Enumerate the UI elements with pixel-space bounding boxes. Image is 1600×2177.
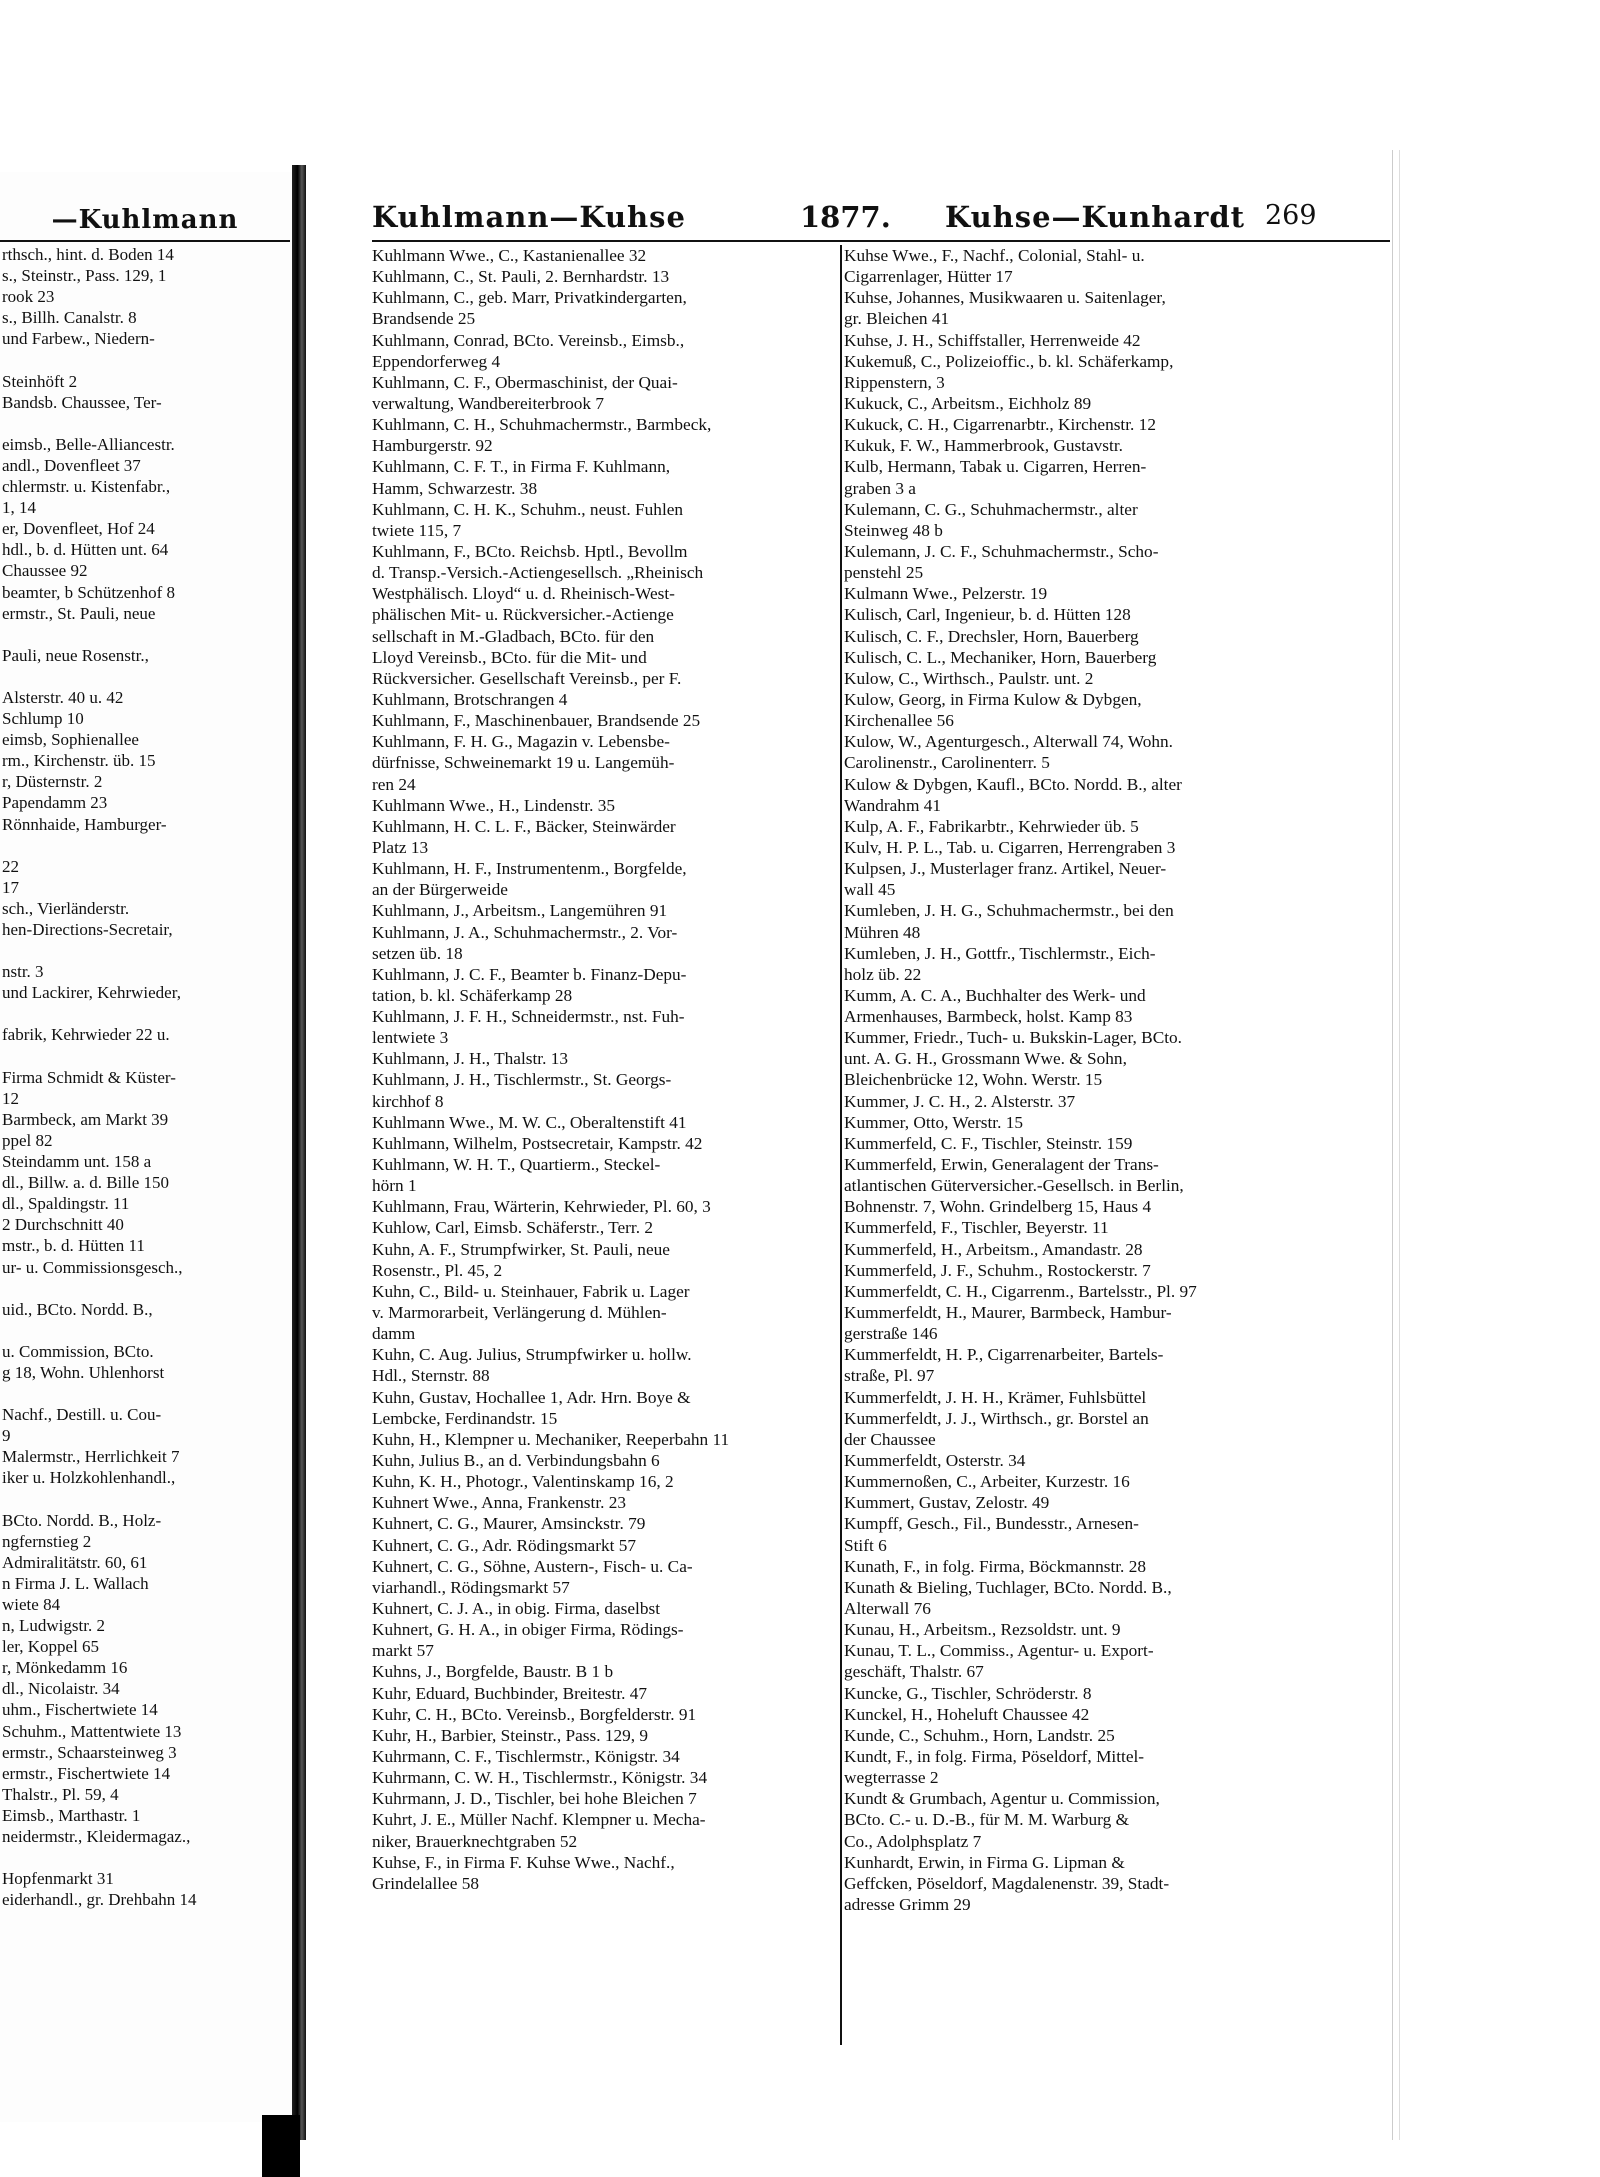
directory-entry-line: tation, b. kl. Schäferkamp 28 (372, 985, 573, 1005)
directory-entry-line: Kuncke, G., Tischler, Schröderstr. 8 (844, 1683, 1092, 1703)
left-page-line: eimsb, Sophienallee (2, 730, 139, 750)
directory-entry-line: Kunau, T. L., Commiss., Agentur- u. Export- (844, 1641, 1154, 1661)
directory-entry-line: Kuhlmann, F., Maschinenbauer, Brandsende 25 (372, 711, 701, 731)
page-number: 269 (1265, 200, 1317, 231)
left-page-line: 17 (2, 877, 19, 897)
left-page-line: dl., Billw. a. d. Bille 150 (2, 1173, 170, 1193)
directory-entry-line: Hamburgerstr. 92 (372, 436, 493, 456)
left-page-line: Bandsb. Chaussee, Ter- (2, 392, 162, 412)
directory-entry-line: Kummerfeldt, C. H., Cigarrenm., Bartelsstr., Pl. 97 (844, 1281, 1197, 1301)
left-page-line (2, 1847, 292, 1868)
directory-entry-line: Kunckel, H., Hoheluft Chaussee 42 (844, 1704, 1090, 1724)
directory-entry-line: Kuhrt, J. E., Müller Nachf. Klempner u. Mecha- (372, 1810, 706, 1830)
left-page-line: Schlump 10 (2, 709, 84, 729)
left-page-line: Hopfenmarkt 31 (2, 1869, 114, 1889)
directory-entry-line: Kuhn, Julius B., an d. Verbindungsbahn 6 (372, 1451, 660, 1471)
directory-entry-line: an der Bürgerweide (372, 880, 508, 900)
directory-entry-line: Kukuck, C., Arbeitsm., Eichholz 89 (844, 393, 1092, 413)
directory-entry-line: graben 3 a (844, 478, 916, 498)
directory-entry-line: Kumpff, Gesch., Fil., Bundesstr., Arnesen- (844, 1514, 1139, 1534)
left-page-line: ngfernstieg 2 (2, 1531, 92, 1551)
left-page-line (2, 1003, 292, 1024)
directory-entry-line: phälischen Mit- u. Rückversicher.-Actienge (372, 605, 674, 625)
directory-entry-line: Kuhn, K. H., Photogr., Valentinskamp 16, 2 (372, 1472, 674, 1492)
directory-entry-line: geschäft, Thalstr. 67 (844, 1662, 984, 1682)
directory-entry-line: Bleichenbrücke 12, Wohn. Werstr. 15 (844, 1070, 1103, 1090)
left-page-line (2, 835, 292, 856)
directory-entry-line: Kuhnert, C. G., Maurer, Amsinckstr. 79 (372, 1514, 646, 1534)
left-page-line: eiderhandl., gr. Drehbahn 14 (2, 1890, 197, 1910)
directory-entry-line: Kunde, C., Schuhm., Horn, Landstr. 25 (844, 1725, 1115, 1745)
directory-entry-line: Kuhlmann, Wilhelm, Postsecretair, Kampstr. 42 (372, 1133, 703, 1153)
left-page-line: eimsb., Belle-Alliancestr. (2, 434, 175, 454)
book-spine (292, 165, 306, 2140)
left-page-line (2, 1046, 292, 1067)
left-page-line: Firma Schmidt & Küster- (2, 1067, 176, 1087)
left-page-line: u. Commission, BCto. (2, 1341, 154, 1361)
left-page-line: chlermstr. u. Kistenfabr., (2, 477, 171, 497)
directory-entry-line: Kuhnert Wwe., Anna, Frankenstr. 23 (372, 1493, 627, 1513)
left-page-line: ler, Koppel 65 (2, 1637, 100, 1657)
left-page-line: g 18, Wohn. Uhlenhorst (2, 1362, 165, 1382)
directory-entry-line: Hamm, Schwarzestr. 38 (372, 478, 538, 498)
directory-entry-line: Kummerfeld, C. F., Tischler, Steinstr. 159 (844, 1133, 1133, 1153)
directory-entry-line: Kuhlow, Carl, Eimsb. Schäferstr., Terr. 2 (372, 1218, 654, 1238)
left-page-line: beamter, b Schützenhof 8 (2, 582, 176, 602)
left-page-line: 2 Durchschnitt 40 (2, 1215, 124, 1235)
left-page-line: andl., Dovenfleet 37 (2, 455, 141, 475)
directory-entry-line: Bohnenstr. 7, Wohn. Grindelberg 15, Haus 4 (844, 1197, 1152, 1217)
directory-entry-line: Kuhlmann, H. C. L. F., Bäcker, Steinwärder (372, 816, 676, 836)
left-page-line: dl., Nicolaistr. 34 (2, 1679, 120, 1699)
left-page-line: Admiralitätstr. 60, 61 (2, 1552, 148, 1572)
directory-entry-line: Kuhn, H., Klempner u. Mechaniker, Reeperbahn 11 (372, 1429, 730, 1449)
directory-entry-line: Kuhnert, C. G., Söhne, Austern-, Fisch- u. Ca- (372, 1556, 693, 1576)
directory-entry-line: Kulemann, J. C. F., Schuhmachermstr., Scho- (844, 541, 1159, 561)
directory-entry-line: Kuhlmann, J. C. F., Beamter b. Finanz-Depu- (372, 964, 687, 984)
page-edge (1392, 150, 1400, 2140)
directory-entry-line: Kuhn, A. F., Strumpfwirker, St. Pauli, neue (372, 1239, 670, 1259)
directory-entry-line: Kummerfeldt, H., Maurer, Barmbeck, Hambur- (844, 1303, 1172, 1323)
left-page-line (2, 940, 292, 961)
directory-entry-line: Hdl., Sternstr. 88 (372, 1366, 490, 1386)
directory-entry-line: Kukuk, F. W., Hammerbrook, Gustavstr. (844, 436, 1123, 456)
left-page-line: hen-Directions-Secretair, (2, 920, 173, 939)
directory-entry-line: Kuhlmann, J., Arbeitsm., Langemühren 91 (372, 901, 668, 921)
left-page-line: Thalstr., Pl. 59, 4 (2, 1784, 119, 1804)
directory-entry-line: Kuhlmann, C. F. T., in Firma F. Kuhlmann, (372, 457, 671, 477)
column-right (844, 245, 1388, 1915)
directory-entry-line: Kuhlmann, Brotschrangen 4 (372, 689, 568, 709)
directory-entry-line: Kulp, A. F., Fabrikarbtr., Kehrwieder üb. 5 (844, 816, 1139, 836)
left-page-line: n Firma J. L. Wallach (2, 1573, 149, 1593)
directory-entry-line: Kuhse Wwe., F., Nachf., Colonial, Stahl- u. (844, 246, 1145, 265)
left-page-line: 12 (2, 1088, 19, 1108)
left-page-line: er, Dovenfleet, Hof 24 (2, 519, 155, 539)
page-header (370, 200, 1390, 240)
left-page-lines (2, 244, 292, 1910)
left-page-line: 1, 14 (2, 498, 36, 518)
directory-entry-line: Kuhnert, C. J. A., in obig. Firma, daselbst (372, 1599, 661, 1618)
directory-entry-line: Kuhr, C. H., BCto. Vereinsb., Borgfelderstr. 91 (372, 1704, 697, 1724)
directory-entry-line: Kuhlmann, J. H., Thalstr. 13 (372, 1049, 569, 1069)
directory-entry-line: Platz 13 (372, 837, 429, 857)
directory-entry-line: Kuhn, C., Bild- u. Steinhauer, Fabrik u. Lager (372, 1281, 690, 1301)
directory-entry-line: Kulb, Hermann, Tabak u. Cigarren, Herren- (844, 457, 1147, 477)
directory-entry-line: Kuhlmann, Frau, Wärterin, Kehrwieder, Pl. 60, 3 (372, 1197, 711, 1217)
left-page-line: Eimsb., Marthastr. 1 (2, 1805, 141, 1825)
column-left (372, 245, 842, 1894)
directory-entry-line: Kuhlmann Wwe., C., Kastanienallee 32 (372, 246, 647, 265)
spine-shadow (262, 2115, 300, 2177)
directory-entry-line: straße, Pl. 97 (844, 1366, 935, 1386)
directory-entry-line: Kuhnert, G. H. A., in obiger Firma, Rödings- (372, 1620, 684, 1640)
directory-entry-line: Stift 6 (844, 1535, 887, 1555)
directory-entry-line: Kulmann Wwe., Pelzerstr. 19 (844, 584, 1048, 604)
directory-entry-line: Kulow, Georg, in Firma Kulow & Dybgen, (844, 689, 1142, 709)
directory-entry-line: holz üb. 22 (844, 964, 922, 984)
left-page-line (2, 413, 292, 434)
directory-entry-line: Kukemuß, C., Polizeioffic., b. kl. Schäferkamp, (844, 351, 1174, 371)
directory-entry-line: kirchhof 8 (372, 1091, 444, 1111)
directory-entry-line: Kuhr, H., Barbier, Steinstr., Pass. 129, 9 (372, 1725, 649, 1745)
directory-entry-line: Kummer, Friedr., Tuch- u. Bukskin-Lager, BCto. (844, 1028, 1182, 1048)
directory-entry-line: twiete 115, 7 (372, 520, 462, 540)
left-page-line (2, 1383, 292, 1404)
directory-entry-line: Kuhse, J. H., Schiffstaller, Herrenweide 42 (844, 330, 1141, 350)
left-page-line: Nachf., Destill. u. Cou- (2, 1405, 162, 1425)
directory-entry-line: Kundt, F., in folg. Firma, Pöseldorf, Mittel- (844, 1746, 1145, 1766)
directory-entry-line: unt. A. G. H., Grossmann Wwe. & Sohn, (844, 1049, 1127, 1069)
directory-entry-line: Kummernoßen, C., Arbeiter, Kurzestr. 16 (844, 1472, 1130, 1492)
left-page-line: n, Ludwigstr. 2 (2, 1616, 105, 1636)
directory-entry-line: Kummerfeldt, Osterstr. 34 (844, 1451, 1026, 1471)
directory-entry-line: Lembcke, Ferdinandstr. 15 (372, 1408, 558, 1428)
directory-entry-line: Kummerfeld, Erwin, Generalagent der Trans- (844, 1155, 1159, 1175)
left-page-line: Rönnhaide, Hamburger- (2, 814, 167, 834)
left-page-line (2, 349, 292, 370)
directory-entry-line: Kuhlmann, C. F., Obermaschinist, der Quai- (372, 372, 678, 392)
directory-entry-line: markt 57 (372, 1641, 434, 1661)
directory-entry-line: Kuhlmann, C., geb. Marr, Privatkindergarten, (372, 288, 687, 308)
directory-entry-line: Kuhlmann, F., BCto. Reichsb. Hptl., Bevollm (372, 541, 688, 561)
directory-entry-line: Rückversicher. Gesellschaft Vereinsb., per F. (372, 668, 682, 688)
directory-entry-line: wegterrasse 2 (844, 1768, 939, 1788)
directory-entry-line: sellschaft in M.-Gladbach, BCto. für den (372, 626, 655, 646)
left-page-line: ur- u. Commissionsgesch., (2, 1257, 183, 1277)
left-page-line (2, 1489, 292, 1510)
directory-entry-line: Kuhse, Johannes, Musikwaaren u. Saitenlager, (844, 288, 1166, 308)
left-page-line: s., Steinstr., Pass. 129, 1 (2, 266, 167, 286)
directory-entry-line: atlantischen Güterversicher.-Gesellsch. in Berlin, (844, 1176, 1184, 1196)
directory-entry-line: BCto. C.- u. D.-B., für M. M. Warburg & (844, 1810, 1130, 1830)
directory-entry-line: Brandsende 25 (372, 309, 476, 329)
directory-entry-line: Kuhrmann, J. D., Tischler, bei hohe Bleichen 7 (372, 1789, 697, 1809)
directory-entry-line: Eppendorferweg 4 (372, 351, 501, 371)
header-range-left: Kuhlmann—Kuhse (372, 200, 686, 234)
left-page-line: Chaussee 92 (2, 561, 88, 581)
left-page-line: nstr. 3 (2, 962, 44, 982)
directory-entry-line: der Chaussee (844, 1429, 936, 1449)
directory-entry-line: damm (372, 1324, 416, 1344)
directory-entry-line: Kumleben, J. H. G., Schuhmachermstr., bei den (844, 901, 1174, 921)
left-page-line (2, 666, 292, 687)
left-page-line: mstr., b. d. Hütten 11 (2, 1236, 145, 1256)
directory-entry-line: Kulisch, Carl, Ingenieur, b. d. Hütten 128 (844, 605, 1131, 625)
left-page-line: Pauli, neue Rosenstr., (2, 645, 149, 665)
directory-entry-line: wall 45 (844, 880, 896, 900)
directory-entry-line: Kirchenallee 56 (844, 711, 954, 731)
directory-entry-line: Alterwall 76 (844, 1599, 931, 1618)
directory-entry-line: Kulow, W., Agenturgesch., Alterwall 74, Wohn. (844, 732, 1174, 752)
directory-entry-line: Kuhlmann, J. A., Schuhmachermstr., 2. Vor- (372, 922, 678, 942)
left-page-line: neidermstr., Kleidermagaz., (2, 1827, 191, 1847)
left-page-line: dl., Spaldingstr. 11 (2, 1194, 130, 1214)
directory-entry-line: Kundt & Grumbach, Agentur u. Commission, (844, 1789, 1160, 1809)
directory-entry-line: Geffcken, Pöseldorf, Magdalenenstr. 39, Stadt- (844, 1873, 1170, 1893)
left-page-line: iker u. Holzkohlenhandl., (2, 1468, 176, 1488)
left-page-line: 9 (2, 1426, 11, 1446)
left-page-line: ermstr., Fischertwiete 14 (2, 1763, 171, 1783)
left-page-line: Malermstr., Herrlichkeit 7 (2, 1447, 180, 1467)
left-page-line (2, 1320, 292, 1341)
directory-entry-line: Rippenstern, 3 (844, 372, 945, 392)
directory-entry-line: Kuhlmann, F. H. G., Magazin v. Lebensbe- (372, 732, 670, 752)
left-page-line: und Lackirer, Kehrwieder, (2, 983, 181, 1003)
left-page-line: 22 (2, 856, 19, 876)
directory-entry-line: Kunath, F., in folg. Firma, Böckmannstr. 28 (844, 1556, 1146, 1576)
left-page-line: r, Düsternstr. 2 (2, 772, 103, 792)
directory-entry-line: Kummerfeldt, J. H. H., Krämer, Fuhlsbüttel (844, 1387, 1147, 1407)
directory-entry-line: Kummerfeldt, H. P., Cigarrenarbeiter, Bartels- (844, 1345, 1164, 1365)
left-page-line: Steinhöft 2 (2, 371, 78, 391)
left-page-line (2, 624, 292, 645)
directory-entry-line: Carolinenstr., Carolinenterr. 5 (844, 753, 1050, 773)
directory-entry-line: Kummerfeld, F., Tischler, Beyerstr. 11 (844, 1218, 1109, 1238)
left-page-line: uid., BCto. Nordd. B., (2, 1299, 153, 1319)
directory-entry-line: Kuhlmann, Conrad, BCto. Vereinsb., Eimsb., (372, 330, 685, 350)
directory-entry-line: Kuhlmann, C., St. Pauli, 2. Bernhardstr. 13 (372, 267, 670, 287)
left-page-line: sch., Vierländerstr. (2, 898, 130, 918)
left-page-line: BCto. Nordd. B., Holz- (2, 1510, 162, 1530)
directory-entry-line: Kuhnert, C. G., Adr. Rödingsmarkt 57 (372, 1535, 637, 1555)
directory-entry-line: Kuhlmann, J. H., Tischlermstr., St. Georgs- (372, 1070, 672, 1090)
directory-entry-line: Kulow & Dybgen, Kaufl., BCto. Nordd. B., alter (844, 774, 1182, 794)
left-page-line: Steindamm unt. 158 a (2, 1152, 152, 1172)
directory-entry-line: setzen üb. 18 (372, 943, 463, 963)
directory-entry-line: Lloyd Vereinsb., BCto. für die Mit- und (372, 647, 647, 667)
left-page-line: Alsterstr. 40 u. 42 (2, 687, 124, 707)
directory-entry-line: Kuhlmann, J. F. H., Schneidermstr., nst. Fuh- (372, 1007, 685, 1027)
directory-entry-line: penstehl 25 (844, 563, 924, 583)
left-page-line (2, 1278, 292, 1299)
left-header-rule (0, 240, 290, 242)
directory-entry-line: lentwiete 3 (372, 1028, 449, 1048)
directory-entry-line: Mühren 48 (844, 922, 921, 942)
left-page-line: ermstr., St. Pauli, neue (2, 603, 156, 623)
left-page-line: und Farbew., Niedern- (2, 329, 155, 349)
directory-entry-line: Kunhardt, Erwin, in Firma G. Lipman & (844, 1852, 1125, 1872)
directory-entry-line: Wandrahm 41 (844, 795, 941, 815)
directory-entry-line: Kuhlmann, W. H. T., Quartierm., Steckel- (372, 1155, 661, 1175)
directory-entry-line: d. Transp.-Versich.-Actiengesellsch. „Rheinisch (372, 563, 704, 583)
directory-entry-line: Kuhns, J., Borgfelde, Baustr. B 1 b (372, 1662, 614, 1682)
left-page-line: wiete 84 (2, 1595, 61, 1614)
directory-entry-line: Kulemann, C. G., Schuhmachermstr., alter (844, 499, 1138, 519)
directory-entry-line: Kulv, H. P. L., Tab. u. Cigarren, Herrengraben 3 (844, 837, 1176, 857)
directory-entry-line: verwaltung, Wandbereiterbrook 7 (372, 393, 604, 413)
directory-entry-line: Kummerfeld, H., Arbeitsm., Amandastr. 28 (844, 1239, 1143, 1259)
directory-entry-line: Steinweg 48 b (844, 520, 943, 540)
directory-entry-line: Kulow, C., Wirthsch., Paulstr. unt. 2 (844, 668, 1094, 688)
directory-entry-line: Kuhn, Gustav, Hochallee 1, Adr. Hrn. Boye & (372, 1387, 691, 1407)
directory-entry-line: Kummert, Gustav, Zelostr. 49 (844, 1493, 1050, 1513)
left-page-line: uhm., Fischertwiete 14 (2, 1700, 158, 1720)
header-range-right: Kuhse—Kunhardt (945, 200, 1246, 234)
left-page-line: hdl., b. d. Hütten unt. 64 (2, 540, 169, 560)
left-page-line: r, Mönkedamm 16 (2, 1658, 128, 1678)
directory-entry-line: Kulpsen, J., Musterlager franz. Artikel, Neuer- (844, 859, 1167, 879)
directory-entry-line: Armenhauses, Barmbeck, holst. Kamp 83 (844, 1007, 1133, 1027)
directory-entry-line: adresse Grimm 29 (844, 1894, 971, 1914)
directory-entry-line: Kummer, J. C. H., 2. Alsterstr. 37 (844, 1091, 1076, 1111)
directory-entry-line: Kuhlmann Wwe., M. W. C., Oberaltenstift 41 (372, 1112, 687, 1132)
directory-entry-line: Kuhn, C. Aug. Julius, Strumpfwirker u. hollw. (372, 1345, 692, 1365)
directory-entry-line: Kumleben, J. H., Gottfr., Tischlermstr., Eich- (844, 943, 1156, 963)
directory-entry-line: Kumm, A. C. A., Buchhalter des Werk- und (844, 985, 1146, 1005)
left-page-header: —Kuhlmann (51, 205, 239, 235)
left-page-line: ermstr., Schaarsteinweg 3 (2, 1742, 177, 1762)
directory-entry-line: Kuhr, Eduard, Buchbinder, Breitestr. 47 (372, 1683, 648, 1703)
directory-entry-line: v. Marmorarbeit, Verlängerung d. Mühlen- (372, 1303, 667, 1323)
directory-entry-line: Kuhlmann, C. H., Schuhmachermstr., Barmbeck, (372, 415, 712, 435)
header-year: 1877. (800, 200, 891, 234)
directory-entry-line: Kunau, H., Arbeitsm., Rezsoldstr. unt. 9 (844, 1620, 1121, 1640)
directory-entry-line: ren 24 (372, 774, 416, 794)
left-page-line: rm., Kirchenstr. üb. 15 (2, 751, 156, 771)
header-rule (372, 240, 1390, 242)
left-page-line: Papendamm 23 (2, 793, 108, 813)
left-page-line: fabrik, Kehrwieder 22 u. (2, 1025, 170, 1045)
column-divider (840, 245, 842, 2045)
directory-entry-line: niker, Brauerknechtgraben 52 (372, 1831, 578, 1851)
directory-entry-line: Kukuck, C. H., Cigarrenarbtr., Kirchenstr. 12 (844, 415, 1156, 435)
directory-entry-line: Kuhrmann, C. W. H., Tischlermstr., Königstr. 34 (372, 1768, 708, 1788)
directory-entry-line: Kulisch, C. F., Drechsler, Horn, Bauerberg (844, 626, 1139, 646)
directory-entry-line: Kuhrmann, C. F., Tischlermstr., Königstr. 34 (372, 1746, 680, 1766)
left-page-line: Schuhm., Mattentwiete 13 (2, 1721, 182, 1741)
directory-entry-line: Kuhlmann, H. F., Instrumentenm., Borgfelde, (372, 859, 687, 879)
left-page-line: ppel 82 (2, 1130, 53, 1150)
directory-entry-line: Kunath & Bieling, Tuchlager, BCto. Nordd. B., (844, 1577, 1172, 1597)
directory-entry-line: Kuhlmann, C. H. K., Schuhm., neust. Fuhlen (372, 499, 684, 519)
left-page-line: s., Billh. Canalstr. 8 (2, 308, 137, 328)
directory-entry-line: Cigarrenlager, Hütter 17 (844, 267, 1013, 287)
directory-entry-line: Kummerfeldt, J. J., Wirthsch., gr. Borstel an (844, 1408, 1149, 1428)
directory-entry-line: Kuhlmann Wwe., H., Lindenstr. 35 (372, 795, 616, 815)
directory-entry-line: gr. Bleichen 41 (844, 309, 950, 329)
directory-entry-line: dürfnisse, Schweinemarkt 19 u. Langemüh- (372, 753, 675, 773)
directory-entry-line: Co., Adolphsplatz 7 (844, 1831, 982, 1851)
directory-entry-line: Kummer, Otto, Werstr. 15 (844, 1112, 1024, 1132)
directory-entry-line: Kulisch, C. L., Mechaniker, Horn, Bauerberg (844, 647, 1157, 667)
left-page-line: rthsch., hint. d. Boden 14 (2, 245, 174, 264)
directory-entry-line: Grindelallee 58 (372, 1873, 480, 1893)
left-page-line: rook 23 (2, 287, 55, 307)
directory-entry-line: hörn 1 (372, 1176, 417, 1196)
directory-entry-line: gerstraße 146 (844, 1324, 938, 1344)
directory-entry-line: Kummerfeld, J. F., Schuhm., Rostockerstr. 7 (844, 1260, 1151, 1280)
directory-entry-line: Kuhse, F., in Firma F. Kuhse Wwe., Nachf., (372, 1852, 675, 1872)
left-page-line: Barmbeck, am Markt 39 (2, 1109, 169, 1129)
directory-entry-line: viarhandl., Rödingsmarkt 57 (372, 1577, 570, 1597)
directory-entry-line: Westphälisch. Lloyd“ u. d. Rheinisch-West- (372, 584, 675, 604)
directory-entry-line: Rosenstr., Pl. 45, 2 (372, 1260, 503, 1280)
